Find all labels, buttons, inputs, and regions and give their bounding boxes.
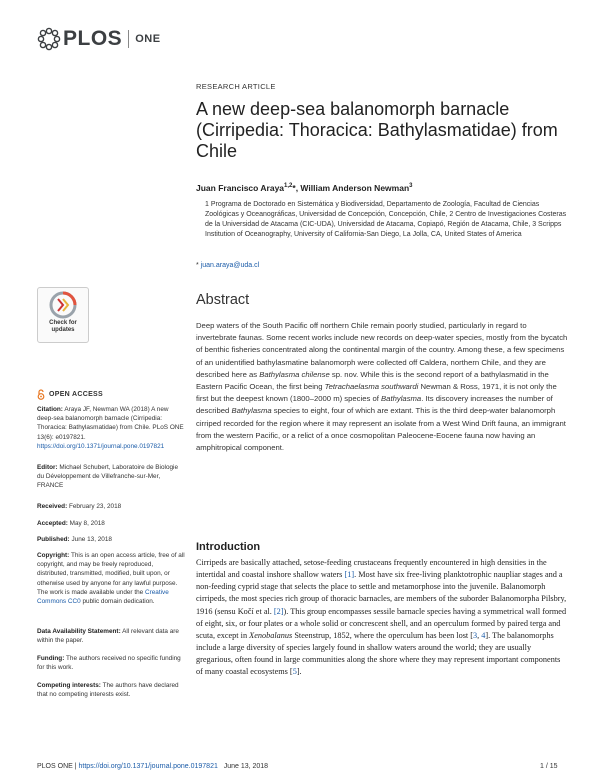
accepted-date: May 8, 2018 [67, 520, 105, 527]
species-name: Tetrachaelasma southwardi [324, 382, 419, 392]
author-name: Juan Francisco Araya [196, 183, 285, 193]
received-block [37, 502, 185, 511]
article-title: A new deep-sea balanomorph barnacle (Cirripedia: Thoracica: Bathylasmatidae) from Chile [196, 99, 558, 161]
brand-name: PLOS [63, 27, 123, 50]
logo-divider [128, 30, 129, 48]
introduction-heading: Introduction [196, 541, 261, 553]
citation-text: Araya JF, Newman WA (2018) A new deep-sea balanomorph barnacle (Cirripedia: Thoracica: Bathylasmatidae) from Chile. PLoS ONE 13(6): e0197821. [37, 406, 184, 441]
email-mark: * [196, 262, 199, 269]
citation-label: Citation: [37, 406, 63, 413]
editor-text: Michael Schubert, Laboratoire de Biologie du Développement de Villefranche-sur-Mer, FRANCE [37, 464, 179, 490]
published-label: Published: [37, 536, 70, 543]
intro-segment: ]. The balanomorphs include a large diversity of species largely found in shallow waters around the world; they are usually gregarious, often found in large communities along the shore where they may represent important components of many coastal ecosystems [ [196, 630, 561, 677]
open-access-label: OPEN ACCESS [49, 391, 103, 398]
citation-block [37, 405, 185, 451]
footer-doi-link[interactable]: https://doi.org/10.1371/journal.pone.0197821 [78, 763, 218, 770]
species-name: Bathylasma chilense [259, 369, 330, 379]
author-list [196, 183, 412, 193]
intro-segment: Steenstrup, 1852, where the operculum has been lost [ [292, 630, 474, 640]
corresponding-email [196, 262, 259, 269]
accepted-block [37, 519, 185, 528]
funding-text: The authors received no specific funding for this work. [37, 655, 181, 672]
reference-link[interactable]: 5 [292, 667, 297, 677]
editor-block [37, 463, 185, 491]
reference-link[interactable]: [1] [344, 570, 355, 580]
intro-segment: Cirripeds are basically attached, setose-feeding crustaceans frequently encountered in high densities in the intertidal and coastal inshore shallow waters [196, 558, 547, 580]
footer-citation [37, 763, 268, 770]
competing-interests-label: Competing interests: [37, 682, 101, 689]
footer-journal: PLOS ONE [37, 763, 73, 770]
open-access-badge [37, 389, 103, 400]
journal-name: ONE [135, 33, 161, 45]
plos-logo-icon [37, 27, 61, 51]
abstract-segment: species to eight, four of which are extant. This is the third deep-water balanomorph cirriped recorded for the region where it may represent an isolate from a West Wind Drift fauna, an immigrant from the western Pacific, or a relict of a once cosmopolitan Paleocene-Eocene fauna now having an amphitropical component. [196, 406, 566, 453]
plos-logo[interactable] [37, 26, 161, 52]
abstract-heading: Abstract [196, 292, 250, 308]
copyright-end: public domain dedication. [80, 598, 155, 606]
author-affiliation-ref: 3 [409, 183, 413, 190]
intro-segment: ]. [296, 667, 302, 677]
published-date: June 13, 2018 [69, 536, 112, 543]
reference-link[interactable]: 3 [473, 630, 478, 640]
genus-name: Xenobalanus [249, 630, 293, 640]
data-availability-text: All relevant data are within the paper. [37, 628, 179, 645]
copyright-block [37, 551, 185, 606]
funding-block [37, 654, 185, 672]
funding-label: Funding: [37, 655, 65, 662]
author-affiliation-ref: 1,2 [284, 183, 293, 190]
abstract-segment: Newman & Ross, 1971, it is not only the first but the deepest known (1800–2000 m) species of [196, 382, 557, 404]
affiliations: 1 Programa de Doctorado en Sistemática y Biodiversidad, Departamento de Zoología, Facultad de Ciencias Zoológicas y Oceanográficas, Universidad de Concepción, Concepción, Chile, 2 Centro de Investigaciones Costeras de la Universidad de Atacama (CIC-UDA), Universidad de Atacama, Copiapó, Región de Atacama, Chile, 3 Scripps Institution of Oceanography, University of California-San Diego, La Jolla, CA, United States of America [205, 201, 567, 238]
copyright-text: This is an open access article, free of all copyright, and may be freely reproduced, distributed, transmitted, modified, built upon, or otherwise used by anyone for any lawful purpose. The work is made available under the [37, 552, 185, 596]
check-updates-icon [49, 291, 77, 319]
copyright-label: Copyright: [37, 552, 70, 559]
received-label: Received: [37, 503, 68, 510]
open-lock-icon [37, 389, 45, 400]
accepted-label: Accepted: [37, 520, 68, 527]
citation-doi-link[interactable]: https://doi.org/10.1371/journal.pone.0197821 [37, 442, 165, 450]
data-availability-label: Data Availability Statement: [37, 628, 121, 635]
abstract-segment: . Its discovery increases the number of described [196, 394, 553, 416]
intro-segment: . Most have six free-living planktotrophic naupliar stages and a non-feeding cyprid stage that selects the place to settle and metamorphose into the juvenile. Balanomorph cirripeds, the most species rich group of thoracic barnacles, are members of the suborder Balanomorpha Pilsbry, 1916 (sensu Kočí et al. [196, 570, 567, 616]
email-link[interactable]: juan.araya@uda.cl [200, 262, 260, 269]
check-updates-label: Check for updates [49, 320, 77, 333]
abstract-segment: sp. nov. While this is the second report of a bathylasmatid in the Eastern Pacific Ocean, the first being [196, 369, 549, 392]
reference-link[interactable]: [2] [273, 606, 284, 616]
received-date: February 23, 2018 [67, 503, 122, 510]
author-separator: , [295, 183, 301, 193]
introduction-text [196, 557, 568, 679]
license-link[interactable]: Creative Commons CC0 [37, 588, 169, 606]
editor-label: Editor: [37, 464, 58, 471]
check-for-updates-badge[interactable] [37, 287, 89, 343]
intro-segment: ). This group encompasses sessile barnacle species having a symmetrical wall formed of eight, six, or four plates or a whole solid or concrescent shell, and an operculum formed by paired terga and scuta, except in [196, 606, 567, 640]
corresponding-mark: * [292, 183, 296, 193]
intro-segment: , [477, 630, 482, 640]
footer-separator: | [72, 763, 79, 770]
page-number: 1 / 15 [540, 763, 558, 770]
author-name: William Anderson Newman [300, 183, 410, 193]
genus-name: Bathylasma [231, 406, 272, 416]
abstract-text [196, 320, 568, 454]
data-availability-block [37, 627, 185, 645]
reference-link[interactable]: 4 [481, 630, 486, 640]
article-type: RESEARCH ARTICLE [196, 82, 276, 91]
published-block [37, 535, 185, 544]
competing-interests-block [37, 681, 185, 699]
footer-date: June 13, 2018 [223, 763, 269, 770]
genus-name: Bathylasma [381, 394, 422, 404]
abstract-segment: Deep waters of the South Pacific off northern Chile remain poorly studied, particularly in regard to invertebrate faunas. Some recent works include new records on deep-water species, mostly from the bycatch of benthic fisheries concentrated along the continental margin of the country. Among these, a few specimens of an unidentified bathylasmatine balanomorph were collected off Caldera, northern Chile, and they are described here as [196, 321, 568, 379]
competing-interests-text: The authors have declared that no competing interests exist. [37, 682, 179, 699]
